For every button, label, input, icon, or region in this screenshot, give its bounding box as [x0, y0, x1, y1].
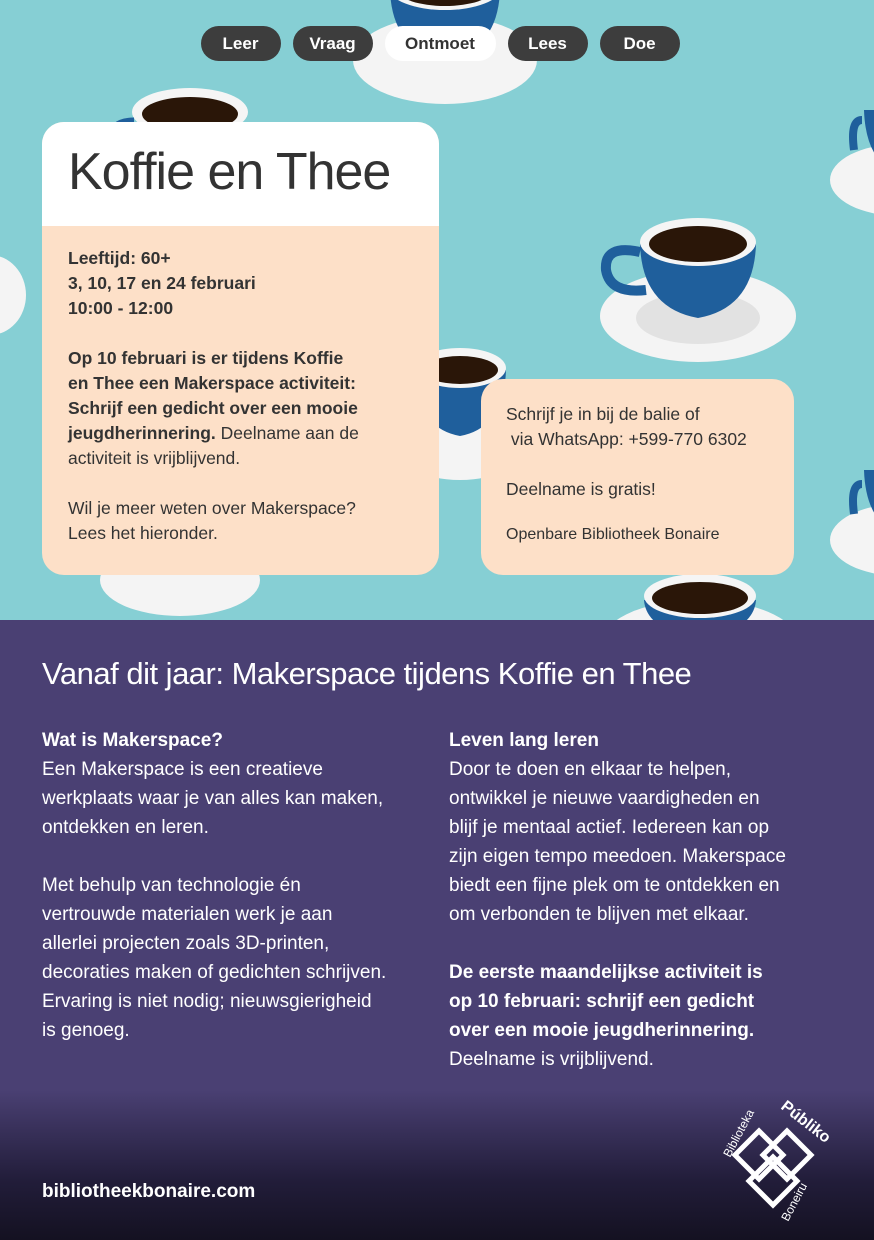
- paragraph-line: op 10 februari: schrijf een gedicht: [449, 991, 755, 1012]
- coffee-cup-icon: [820, 460, 874, 580]
- library-logo: [712, 1098, 842, 1226]
- paragraph-line: Een Makerspace is een creatieve: [42, 759, 323, 780]
- svg-text:Públiko: Públiko: [777, 1098, 834, 1147]
- paragraph-line: werkplaats waar je van alles kan maken,: [42, 788, 384, 809]
- nav-item-doe[interactable]: Doe: [600, 26, 680, 61]
- event-card: [42, 122, 439, 575]
- organization-name: Openbare Bibliotheek Bonaire: [506, 526, 720, 543]
- paragraph-line: Ervaring is niet nodig; nieuwsgierigheid: [42, 991, 372, 1012]
- paragraph-line: over een mooie jeugdherinnering.: [449, 1020, 755, 1041]
- paragraph-line: vertrouwde materialen werk je aan: [42, 904, 333, 925]
- paragraph-line: om verbonden te blijven met elkaar.: [449, 904, 749, 925]
- coffee-cup-icon: [598, 196, 798, 366]
- section-title: Vanaf dit jaar: Makerspace tijdens Koffie en Thee: [42, 656, 692, 691]
- nav-item-ontmoet[interactable]: Ontmoet: [385, 26, 496, 61]
- event-time: 10:00 - 12:00: [68, 298, 174, 318]
- svg-text:Boneiru: Boneiru: [778, 1180, 811, 1224]
- column-heading: Leven lang leren: [449, 730, 599, 751]
- more-info-text: Wil je meer weten over Makerspace?: [68, 498, 356, 518]
- makerspace-section: [0, 620, 874, 1240]
- event-details: [42, 226, 439, 546]
- lifelong-learning-column: [449, 726, 839, 1074]
- paragraph-line: Deelname is vrijblijvend.: [449, 1049, 654, 1070]
- coffee-cup-icon: [0, 250, 30, 340]
- paragraph-line: blijf je mentaal actief. Iedereen kan op: [449, 817, 770, 838]
- makerspace-note: en Thee een Makerspace activiteit:: [68, 373, 356, 393]
- event-age: Leeftijd: 60+: [68, 248, 171, 268]
- nav-item-lees[interactable]: Lees: [508, 26, 588, 61]
- paragraph-line: Met behulp van technologie én: [42, 875, 301, 896]
- makerspace-note: Op 10 februari is er tijdens Koffie: [68, 348, 344, 368]
- paragraph-line: zijn eigen tempo meedoen. Makerspace: [449, 846, 786, 867]
- column-heading: Wat is Makerspace?: [42, 730, 223, 751]
- paragraph-line: ontdekken en leren.: [42, 817, 209, 838]
- nav-item-vraag[interactable]: Vraag: [293, 26, 373, 61]
- nav-item-leer[interactable]: Leer: [201, 26, 281, 61]
- paragraph-line: decoraties maken of gedichten schrijven.: [42, 962, 387, 983]
- signup-card: [481, 379, 794, 575]
- paragraph-line: Door te doen en elkaar te helpen,: [449, 759, 732, 780]
- more-info-text: Lees het hieronder.: [68, 523, 218, 543]
- coffee-cup-icon: [820, 100, 874, 220]
- category-nav: [0, 26, 874, 61]
- event-dates: 3, 10, 17 en 24 februari: [68, 273, 256, 293]
- makerspace-note: Schrijf een gedicht over een mooie: [68, 398, 358, 418]
- website-link[interactable]: bibliotheekbonaire.com: [42, 1181, 256, 1202]
- svg-text:Biblioteka: Biblioteka: [720, 1106, 758, 1160]
- paragraph-line: ontwikkel je nieuwe vaardigheden en: [449, 788, 760, 809]
- signup-whatsapp[interactable]: via WhatsApp: +599-770 6302: [506, 429, 747, 449]
- event-title: Koffie en Thee: [42, 122, 439, 226]
- paragraph-line: biedt een fijne plek om te ontdekken en: [449, 875, 780, 896]
- free-text: Deelname is gratis!: [506, 479, 656, 499]
- paragraph-line: De eerste maandelijkse activiteit is: [449, 962, 763, 983]
- what-is-makerspace-column: [42, 726, 432, 1045]
- signup-text: Schrijf je in bij de balie of: [506, 404, 700, 424]
- makerspace-note: activiteit is vrijblijvend.: [68, 448, 241, 468]
- paragraph-line: allerlei projecten zoals 3D-printen,: [42, 933, 330, 954]
- makerspace-note: jeugdherinnering. Deelname aan de: [68, 423, 359, 443]
- paragraph-line: is genoeg.: [42, 1020, 130, 1041]
